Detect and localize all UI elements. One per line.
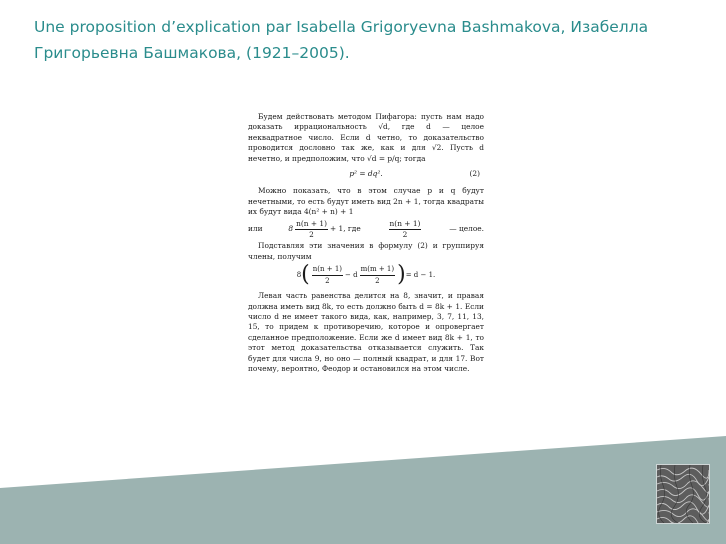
fraction-line: или 8 $\frac{n(n + 1)}{2}$ + 1, где $\frac{n(n + 1)}{2}$ — целое.: [248, 218, 484, 240]
slide-caption: Une proposition d’explication par Isabella Grigoryevna Bashmakova, Изабелла Григорьевна Башмакова, (1921–2005).: [34, 18, 649, 62]
equation-2: [248, 169, 484, 179]
fraction-2-numerator: n(n + 1): [389, 219, 422, 230]
fraction-1-denominator: 2: [309, 230, 314, 240]
grouped-formula-mid: − d: [345, 270, 358, 279]
scan-paragraph-2: Можно показать, что в этом случае p и q будут нечетными, то есть будут иметь вид 2n + 1, тогда квадраты их будут вида 4(n² + n) + 1: [248, 186, 484, 217]
teal-band-shape: [0, 436, 726, 544]
texture-thumbnail: [656, 464, 710, 524]
grouped-formula: 8 ( $\frac{n(n + 1)}{2}$ − d $\frac{m(m + 1)}{2}$ ) = d − 1.: [296, 262, 436, 288]
texture-pattern-icon: [657, 465, 709, 523]
grouped-fraction-1: [312, 264, 343, 286]
fraction-1-numerator: n(n + 1): [295, 219, 328, 230]
grouped-formula-right: = d − 1.: [405, 270, 436, 279]
fraction-1: [295, 219, 328, 241]
scanned-page-excerpt: [248, 112, 484, 424]
fraction-2-denominator: 2: [402, 230, 408, 240]
equation-2-body: p² = dq².: [349, 169, 383, 179]
grouped-fraction-2-denominator: 2: [375, 276, 380, 285]
grouped-fraction-1-numerator: n(n + 1): [312, 264, 343, 275]
equation-2-number: (2): [469, 169, 480, 179]
fraction-line-left: или: [248, 224, 263, 234]
scan-paragraph-1: Будем действовать методом Пифагора: пусть нам надо доказать иррациональность √d, где d — целое неквадратное число. Если d четно, то доказательство проводится дословно так же, как и для √2. Пусть d нечетно, и предположим, что √d = p/q; тогда: [248, 112, 484, 163]
fraction-line-right: — целое.: [449, 224, 484, 234]
grouped-fraction-2-numerator: m(m + 1): [360, 264, 396, 275]
grouped-fraction-1-denominator: 2: [325, 276, 330, 285]
fraction-2: [389, 219, 422, 241]
fraction-line-mid: + 1, где: [329, 224, 361, 234]
scan-paragraph-4: Левая часть равенства делится на 8, значит, и правая должна иметь вид 8k, то есть должно быть d = 8k + 1. Если число d не имеет такого вида, как, например, 3, 7, 11, 13, 15, то придем к противоречию, которое и опровергает сделанное предположение. Если же d имеет вид 8k + 1, то этот метод доказательства отказывается служить. Так будет для числа 9, но оно — полный квадрат, и для 17. Вот почему, вероятно, Феодор и остановился на этом числе.: [248, 291, 484, 373]
grouped-fraction-2: [360, 264, 396, 286]
scan-paragraph-3: Подставляя эти значения в формулу (2) и группируя члены, получим: [248, 241, 484, 261]
